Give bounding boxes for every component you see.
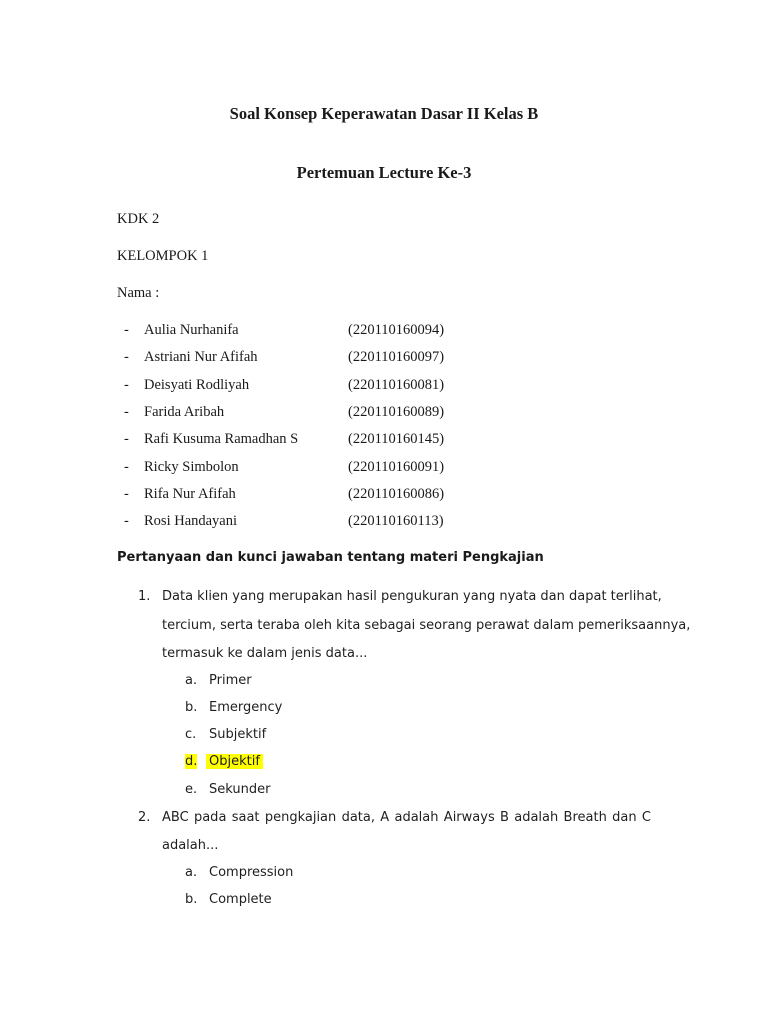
- member-name: Aulia Nurhanifa: [144, 322, 239, 338]
- member-nim: (220110160097): [348, 349, 445, 365]
- question-text-line: tercium, serta teraba oleh kita sebagai seorang perawat dalam pemeriksaannya,: [162, 618, 691, 633]
- list-item: [0, 513, 768, 533]
- option-text: Subjektif: [209, 727, 267, 742]
- bullet-dash: -: [124, 322, 129, 338]
- kelompok-label: KELOMPOK 1: [117, 248, 209, 264]
- question-text-line: Data klien yang merupakan hasil pengukuran yang nyata dan dapat terlihat,: [162, 589, 662, 604]
- bullet-dash: -: [124, 431, 129, 447]
- option-label: a.: [185, 865, 198, 880]
- member-name: Deisyati Rodliyah: [144, 377, 250, 393]
- list-item: [0, 377, 768, 397]
- member-name: Rafi Kusuma Ramadhan S: [144, 431, 299, 447]
- answer-option: [0, 673, 768, 693]
- bullet-dash: -: [124, 349, 129, 365]
- question-text-line: adalah...: [162, 838, 219, 853]
- list-item: [0, 459, 768, 479]
- bullet-dash: -: [124, 459, 129, 475]
- question-number: 2.: [138, 810, 151, 825]
- member-name: Farida Aribah: [144, 404, 225, 420]
- member-name: Ricky Simbolon: [144, 459, 239, 475]
- member-name: Rosi Handayani: [144, 513, 238, 529]
- section-heading: Pertanyaan dan kunci jawaban tentang materi Pengkajian: [117, 550, 544, 565]
- option-label: b.: [185, 700, 198, 715]
- member-nim: (220110160081): [348, 377, 445, 393]
- option-label: e.: [185, 782, 198, 797]
- list-item: [0, 404, 768, 424]
- option-text: Complete: [209, 892, 272, 907]
- list-item: [0, 486, 768, 506]
- bullet-dash: -: [124, 486, 129, 502]
- member-nim: (220110160089): [348, 404, 445, 420]
- member-name: Astriani Nur Afifah: [144, 349, 258, 365]
- member-nim: (220110160086): [348, 486, 445, 502]
- answer-option: [0, 727, 768, 747]
- bullet-dash: -: [124, 513, 129, 529]
- question-text-line: termasuk ke dalam jenis data...: [162, 646, 368, 661]
- member-nim: (220110160094): [348, 322, 445, 338]
- list-item: [0, 349, 768, 369]
- option-label: c.: [185, 727, 197, 742]
- list-item: [0, 431, 768, 451]
- nama-label: Nama :: [117, 285, 160, 301]
- option-text: Emergency: [209, 700, 283, 715]
- document-title: Soal Konsep Keperawatan Dasar II Kelas B: [229, 104, 539, 123]
- document-subtitle: Pertemuan Lecture Ke-3: [296, 163, 472, 182]
- member-name: Rifa Nur Afifah: [144, 486, 236, 502]
- option-text: Sekunder: [209, 782, 271, 797]
- answer-option-correct: [0, 754, 768, 774]
- option-label: b.: [185, 892, 198, 907]
- member-nim: (220110160091): [348, 459, 445, 475]
- kdk-label: KDK 2: [117, 211, 160, 227]
- answer-option: [0, 892, 768, 912]
- option-label: a.: [185, 673, 198, 688]
- answer-option: [0, 865, 768, 885]
- question-text-line: ABC pada saat pengkajian data, A adalah Airways B adalah Breath dan C: [162, 810, 651, 825]
- bullet-dash: -: [124, 377, 129, 393]
- option-text-highlighted: Objektif: [206, 754, 263, 769]
- answer-option: [0, 782, 768, 802]
- member-nim: (220110160113): [348, 513, 444, 529]
- answer-option: [0, 700, 768, 720]
- option-label: d.: [185, 754, 198, 769]
- bullet-dash: -: [124, 404, 129, 420]
- member-nim: (220110160145): [348, 431, 445, 447]
- option-text: Compression: [209, 865, 294, 880]
- option-text: Primer: [209, 673, 252, 688]
- list-item: [0, 322, 768, 342]
- question-number: 1.: [138, 589, 151, 604]
